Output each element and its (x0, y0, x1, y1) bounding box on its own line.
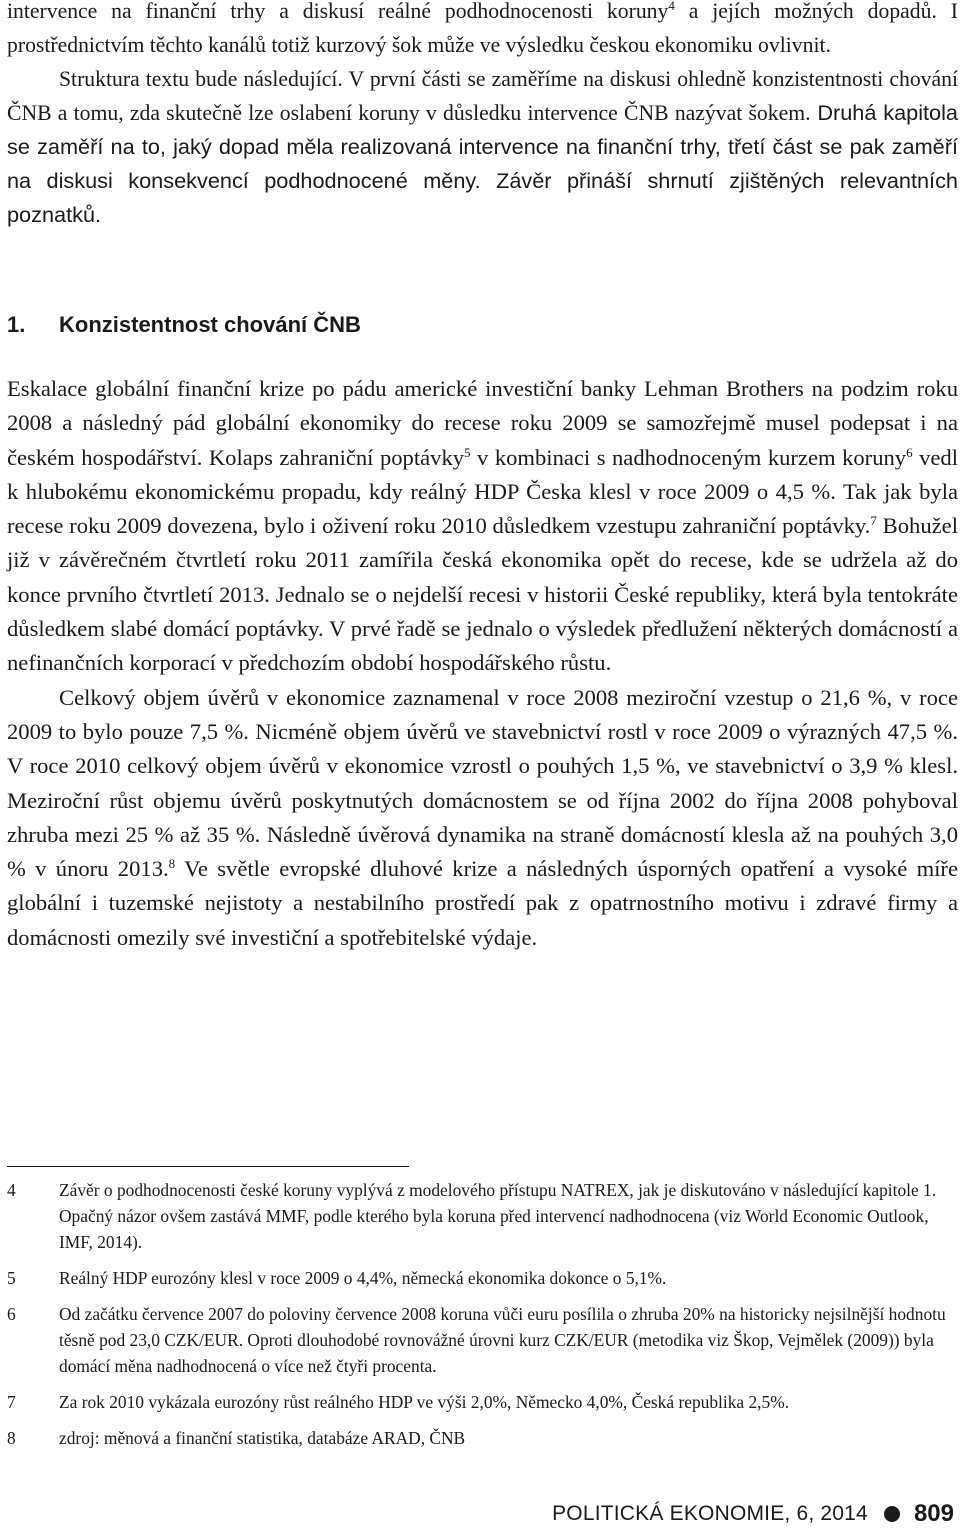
page-number: 809 (913, 1500, 954, 1527)
intro-p1-text-a: intervence na finanční trhy a diskusí reálné podhodnocenosti koruny (7, 0, 669, 23)
section-p1-text-c: vedl k hlubokému ekonomickému propadu, kdy reálný HDP Česka klesl v roce 2009 o 4,5 %. Tak jak byla recese roku 2009 dovezena, bylo i oživení roku 2010 důsledkem vzestupu zahraniční poptávky. (7, 444, 958, 539)
footnote-text: Za rok 2010 vykázala eurozóny růst reálného HDP ve výši 2,0%, Německo 4,0%, Česká republika 2,5%. (59, 1392, 790, 1412)
intro-paragraph-1 (7, 0, 958, 62)
footnote-4 (7, 1177, 958, 1255)
footnote-8 (7, 1425, 958, 1451)
footnote-number: 8 (7, 1428, 16, 1448)
footnote-number: 5 (7, 1268, 16, 1288)
section-paragraph-1 (7, 372, 958, 681)
footnote-5 (7, 1265, 958, 1291)
section-p1-text-d: Bohužel již v závěrečném čtvrtletí roku 2011 zamířila česká ekonomika opět do recese, kde se udržela až do konce prvního čtvrtletí 2013. Jednalo se o nejdelší recesi v historii České republiky, která byla tentokráte důsledkem slabé domácí poptávky. V prvé řadě se jednalo o výsledek předlužení některých domácností a nefinančních korporací v předchozím období hospodářského růstu. (7, 513, 958, 676)
section-heading (7, 310, 361, 340)
footnote-ref-5[interactable]: 5 (464, 444, 471, 460)
journal-name: POLITICKÁ EKONOMIE, 6, 2014 (552, 1502, 868, 1525)
footnote-text: Od začátku července 2007 do poloviny července 2008 koruna vůči euru posílila o zhruba 20% na historicky nejsilnější hodnotu těsně pod 23,0 CZK/EUR. Oproti dlouhodobé rovnovážné úrovni kurz CZK/EUR (metodika viz Škop, Vejmělek (2009)) byla domácí měna nadhodnocená o více než čtyři procenta. (59, 1304, 946, 1376)
footnote-text: zdroj: měnová a finanční statistika, databáze ARAD, ČNB (59, 1428, 466, 1448)
footnote-ref-6[interactable]: 6 (906, 444, 913, 460)
footnote-number: 6 (7, 1304, 16, 1324)
page-footer (552, 1500, 954, 1528)
intro-p2-text-b: Druhá kapitola se zaměří na to, jaký dopad měla realizovaná intervence na finanční trhy, třetí část se pak zaměří na diskusi konsekvencí podhodnocené měny. Závěr přináší shrnutí zjištěných relevantních poznatků. (7, 100, 958, 227)
footnote-text: Reálný HDP eurozóny klesl v roce 2009 o 4,4%, německá ekonomika dokonce o 5,1%. (59, 1268, 667, 1288)
footnote-ref-7[interactable]: 7 (870, 513, 877, 529)
footnote-number: 4 (7, 1180, 16, 1200)
section-p1-text-a: Eskalace globální finanční krize po pádu americké investiční banky Lehman Brothers na podzim roku 2008 a následný pád globální ekonomiky do recese roku 2009 se samozřejmě musel podepsat i na českém hospodářství. Kolaps zahraniční poptávky (7, 376, 958, 470)
section-p2-text-b: Ve světle evropské dluhové krize a následných úsporných opatření a vysoké míře globální i tuzemské nejistoty a nestabilního prostředí pak z opatrnostního motivu i zdravé firmy a domácnosti omezily své investiční a spotřebitelské výdaje. (7, 856, 958, 950)
section-title: Konzistentnost chování ČNB (59, 312, 361, 337)
intro-section (7, 0, 958, 232)
footnote-ref-4[interactable]: 4 (668, 0, 675, 13)
footnote-number: 7 (7, 1392, 16, 1412)
intro-paragraph-2 (7, 62, 958, 232)
section-p1-text-b: v kombinaci s nadhodnoceným kurzem koruny (470, 444, 907, 470)
bullet-icon (884, 1506, 900, 1522)
footnote-divider (7, 1166, 409, 1167)
section-p2-text-a: Celkový objem úvěrů v ekonomice zaznamenal v roce 2008 meziroční vzestup o 21,6 %, v roce 2009 to bylo pouze 7,5 %. Nicméně objem úvěrů ve stavebnictví rostl v roce 2009 o výrazných 47,5 %. V roce 2010 celkový objem úvěrů v ekonomice vzrostl o pouhých 1,5 %, ve stavebnictví o 3,9 % klesl. Meziroční růst objemu úvěrů poskytnutých domácnostem se od října 2002 do října 2008 pohyboval zhruba mezi 25 % až 35 %. Následně úvěrová dynamika na straně domácností klesla až na pouhých 3,0 % v únoru 2013. (7, 684, 958, 882)
footnote-7 (7, 1389, 958, 1415)
footnotes-list (7, 1177, 958, 1461)
footnote-text: Závěr o podhodnocenosti české koruny vyplývá z modelového přístupu NATREX, jak je diskutováno v následující kapitole 1. Opačný názor ovšem zastává MMF, podle kterého byla koruna před intervencí nadhodnocena (viz World Economic Outlook, IMF, 2014). (59, 1180, 937, 1252)
section-body (7, 372, 958, 955)
section-number: 1. (7, 312, 26, 337)
footnote-6 (7, 1301, 958, 1379)
intro-p1-text-b: a jejích možných dopadů. I prostřednictvím těchto kanálů totiž kurzový šok může ve výsledku českou ekonomiku ovlivnit. (7, 0, 958, 57)
section-paragraph-2 (7, 681, 958, 955)
footnote-ref-8[interactable]: 8 (168, 856, 176, 872)
intro-p2-text-a: Struktura textu bude následující. V první části se zaměříme na diskusi ohledně konzistentnosti chování ČNB a tomu, zda skutečně lze oslabení koruny v důsledku intervence ČNB nazývat šokem. (7, 67, 958, 125)
